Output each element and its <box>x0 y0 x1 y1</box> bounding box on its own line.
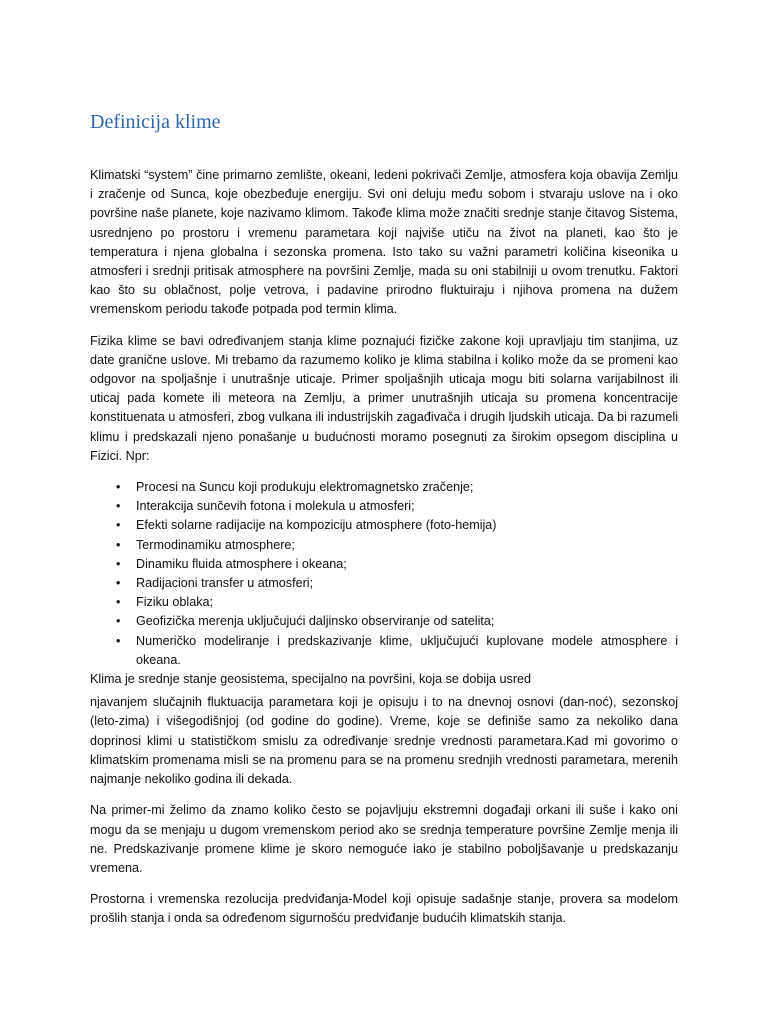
after-list-line: Klima je srednje stanje geosistema, specijalno na površini, koja se dobija usred <box>90 672 532 687</box>
list-item: • Procesi na Suncu koji produkuju elektromagnetsko zračenje; <box>136 478 678 497</box>
bullet-icon: • <box>116 595 121 610</box>
list-item: • Efekti solarne radijacije na kompoziciju atmosphere (foto-hemija) <box>136 516 678 535</box>
bullet-icon: • <box>116 556 121 571</box>
bullet-icon: • <box>116 537 121 552</box>
bullet-icon: • <box>116 518 121 533</box>
list-item: • Numeričko modeliranje i predskazivanje klime, uključujući kuplovane modele atmosphere i okeana. <box>116 633 678 667</box>
bullet-icon: • <box>116 576 121 591</box>
list-item: • Geofizička merenja uključujući daljinsko observiranje od satelita; <box>136 612 678 631</box>
paragraph-3: njavanjem slučajnih fluktuacija parametara koji je opisuju i to na dnevnoj osnovi (dan-noć), sezonskoj (leto-zima) i višegodišnjoj (od godine do godine). Vreme, koje se definiše samo za nekoliko dana doprinosi klimi u statističkom smislu za određivanje srednje vrednosti parametara.Kad mi govorimo o klimatskim promenama misli se na promenu para se na promenu srednjih vrednosti parametara, merenih najmanje nekoliko godina ili dekada. <box>90 695 678 787</box>
list-item: • Dinamiku fluida atmosphere i okeana; <box>136 555 678 574</box>
list-item: • Fiziku oblaka; <box>136 593 678 612</box>
paragraph-4: Na primer-mi želimo da znamo koliko često se pojavljuju ekstremni događaji orkani ili suše i kako oni mogu da se menjaju u dugom vremenskom period ako se srednja temperature površine Zemlje menja ili ne. Predskazivanje promene klime je skoro nemoguće iako je stabilno poboljšavanje u predskazanju vremena. <box>90 803 678 875</box>
bullet-icon: • <box>116 614 121 629</box>
paragraph-2: Fizika klime se bavi određivanjem stanja klime poznajući fizičke zakone koji upravljaju tim stanjima, uz date granične uslove. Mi trebamo da razumemo koliko je klima stabilna i koliko može da se promeni kao odgovor na spoljašnje i unutrašnje uticaje. Primer spoljašnjih uticaja mogu biti solarna varijabilnost ili uticaj pada komete ili meteora na Zemlju, a primer unutrašnjih uticaja su promena koncentracije konstituenata u atmosferi, zbog vulkana ili industrijskih zagađivača i drugih ljudskih uticaja. Da bi razumeli klimu i predskazali njeno ponašanje u budućnosti moramo posegnuti za širokim opsegom disciplina u Fizici. Npr: <box>90 333 679 463</box>
page-title: Definicija klime <box>90 111 221 133</box>
bullet-icon: • <box>116 499 121 514</box>
list-item: • Termodinamiku atmosphere; <box>136 536 678 555</box>
list-item: • Radijacioni transfer u atmosferi; <box>136 574 678 593</box>
paragraph-5: Prostorna i vremenska rezolucija predviđanja-Model koji opisuje sadašnje stanje, provera sa modelom prošlih stanja i onda sa određenom sigurnošću predviđanje budućih klimatskih stanja. <box>90 892 678 926</box>
paragraph-1: Klimatski “system” čine primarno zemlište, okeani, ledeni pokrivači Zemlje, atmosfera koja obavija Zemlju i zračenje od Sunca, koje obezbeđuje energiju. Svi oni deluju među sobom i stvaraju uslove na i oko površine naše planete, koje nazivamo klimom. Takođe klima može značiti srednje stanje čitavog Sistema, usrednjeno po prostoru i vremenu parametara koji najviše utiču na život na planeti, kao što je temperatura i njena globalna i sezonska promena. Isto tako su važni parametri količina kiseonika u atmosferi i srednji pritisak atmosphere na površini Zemlje, mada su oni stabilniji u ovom trenutku. Faktori kao što su oblačnost, polje vetrova, i padavine prirodno fluktuiraju i njihova promena na dužem vremenskom periodu takođe potpada pod termin klima. <box>90 168 678 317</box>
bullet-list <box>90 478 678 670</box>
list-item: • Interakcija sunčevih fotona i molekula u atmosferi; <box>136 497 678 516</box>
bullet-icon: • <box>116 480 121 495</box>
bullet-icon: • <box>116 633 121 648</box>
